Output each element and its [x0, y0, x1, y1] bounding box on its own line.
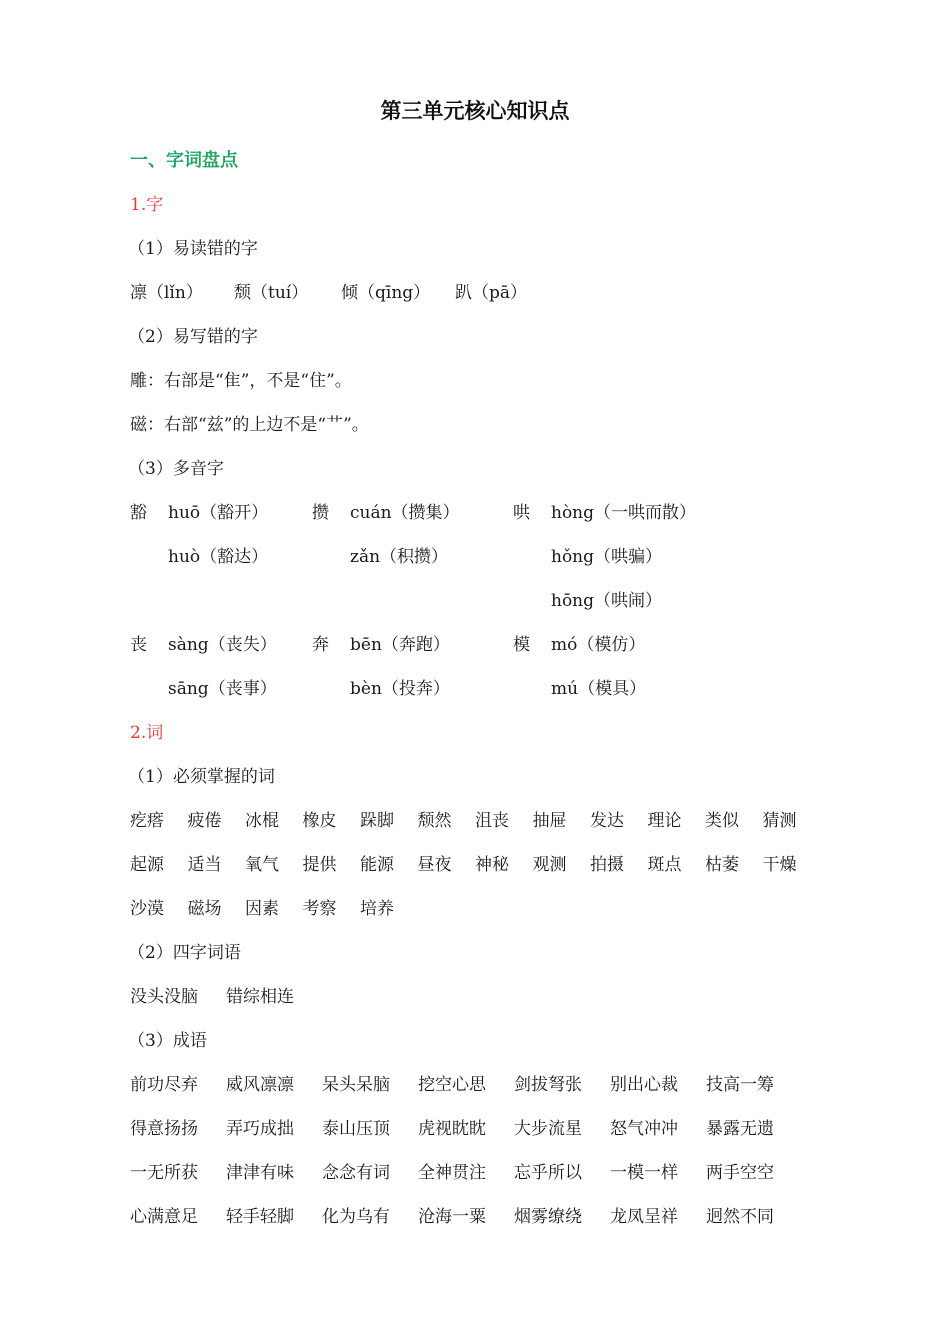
heading-easy-read: （1）易读错的字 [128, 239, 258, 259]
word-item: 猜测 [762, 811, 797, 831]
polyphone-reading: cuán（攒集） [350, 503, 460, 523]
idiom-item: 迥然不同 [706, 1207, 774, 1227]
list-item: 趴（pā） [455, 283, 528, 303]
polyphone-reading: hòng（一哄而散） [551, 503, 697, 523]
idiom-item: 挖空心思 [418, 1075, 486, 1095]
easy-write-item: 磁：右部“兹”的上边不是“艹”。 [130, 415, 369, 435]
idiom-item: 别出心裁 [610, 1075, 678, 1095]
idiom-item: 前功尽弃 [130, 1075, 198, 1095]
easy-write-item: 雕：右部是“隹”，不是“住”。 [130, 371, 352, 391]
idiom-row [130, 1205, 802, 1229]
polyphone-char: 奔 [312, 635, 329, 655]
idiom-item: 化为乌有 [322, 1207, 390, 1227]
list-item: 凛（lǐn） [130, 283, 203, 303]
list-item: 倾（qīng） [341, 283, 431, 303]
idiom-item: 威风凛凛 [226, 1075, 294, 1095]
word-item: 错综相连 [226, 987, 294, 1007]
word-item: 抽屉 [532, 811, 567, 831]
heading-polyphone: （3）多音字 [128, 459, 224, 479]
polyphone-reading: sāng（丧事） [168, 679, 277, 699]
idiom-item: 得意扬扬 [130, 1119, 198, 1139]
polyphone-reading: mó（模仿） [551, 635, 646, 655]
heading-must-master: （1）必须掌握的词 [128, 767, 275, 787]
word-item: 没头没脑 [130, 987, 198, 1007]
idiom-item: 弄巧成拙 [226, 1119, 294, 1139]
word-item: 疲倦 [187, 811, 222, 831]
polyphone-char: 攒 [312, 503, 329, 523]
word-item: 理论 [647, 811, 682, 831]
polyphone-reading: sàng（丧失） [168, 635, 277, 655]
word-item: 氧气 [245, 855, 279, 875]
idiom-item: 剑拔弩张 [514, 1075, 582, 1095]
word-item: 观测 [532, 855, 567, 875]
idiom-row [130, 1073, 802, 1097]
polyphone-char: 模 [513, 635, 530, 655]
word-item: 磁场 [187, 899, 222, 919]
word-item: 提供 [302, 855, 337, 875]
idiom-row [130, 1117, 802, 1141]
polyphone-reading: hǒng（哄骗） [551, 547, 663, 567]
list-item: 颓（tuí） [234, 283, 309, 303]
subsection-heading-words: 2.词 [130, 723, 164, 743]
idiom-item: 全神贯注 [418, 1163, 486, 1183]
heading-four-char: （2）四字词语 [128, 943, 241, 963]
polyphone-reading: mú（模具） [551, 679, 647, 699]
polyphone-reading: hōng（哄闹） [551, 591, 663, 611]
idiom-item: 虎视眈眈 [418, 1119, 486, 1139]
idiom-item: 津津有味 [226, 1163, 294, 1183]
polyphone-char: 哄 [513, 503, 530, 523]
word-item: 疙瘩 [130, 811, 164, 831]
idiom-item: 一模一样 [610, 1163, 678, 1183]
polyphone-reading: huō（豁开） [168, 503, 269, 523]
idiom-item: 忘乎所以 [514, 1163, 582, 1183]
polyphone-reading: zǎn（积攒） [350, 547, 449, 567]
word-row [130, 853, 820, 877]
idiom-row [130, 1161, 802, 1185]
word-row [130, 809, 820, 833]
idiom-item: 怒气冲冲 [610, 1119, 678, 1139]
word-item: 跺脚 [360, 811, 394, 831]
word-item: 冰棍 [245, 811, 279, 831]
word-item: 培养 [360, 899, 394, 919]
word-row [130, 897, 418, 921]
easy-read-list [130, 281, 527, 305]
polyphone-reading: bēn（奔跑） [350, 635, 450, 655]
word-item: 能源 [360, 855, 394, 875]
heading-easy-write: （2）易写错的字 [128, 327, 258, 347]
section-heading-words: 一、字词盘点 [130, 150, 238, 171]
idiom-item: 烟雾缭绕 [514, 1207, 582, 1227]
idiom-item: 沧海一粟 [418, 1207, 486, 1227]
word-item: 适当 [187, 855, 222, 875]
heading-idioms: （3）成语 [128, 1031, 207, 1051]
word-item: 拍摄 [590, 855, 624, 875]
idiom-item: 一无所获 [130, 1163, 198, 1183]
word-item: 颓然 [417, 811, 452, 831]
four-char-list [130, 985, 294, 1009]
word-item: 类似 [705, 811, 739, 831]
word-item: 起源 [130, 855, 164, 875]
polyphone-reading: bèn（投奔） [350, 679, 450, 699]
idiom-item: 龙凤呈祥 [610, 1207, 678, 1227]
polyphone-char: 丧 [130, 635, 147, 655]
page-title: 第三单元核心知识点 [380, 99, 570, 123]
idiom-item: 技高一筹 [706, 1075, 774, 1095]
word-item: 枯萎 [705, 855, 739, 875]
word-item: 考察 [302, 899, 337, 919]
idiom-item: 暴露无遗 [706, 1119, 774, 1139]
polyphone-reading: huò（豁达） [168, 547, 269, 567]
polyphone-char: 豁 [130, 503, 147, 523]
word-item: 干燥 [762, 855, 797, 875]
idiom-item: 轻手轻脚 [226, 1207, 294, 1227]
idiom-item: 泰山压顶 [322, 1119, 390, 1139]
word-item: 昼夜 [417, 855, 452, 875]
idiom-item: 心满意足 [130, 1207, 198, 1227]
subsection-heading-characters: 1.字 [130, 195, 164, 215]
idiom-item: 两手空空 [706, 1163, 774, 1183]
word-item: 神秘 [475, 855, 509, 875]
word-item: 橡皮 [302, 811, 337, 831]
idiom-item: 大步流星 [514, 1119, 582, 1139]
idiom-item: 念念有词 [322, 1163, 390, 1183]
word-item: 沮丧 [475, 811, 509, 831]
word-item: 斑点 [647, 855, 682, 875]
word-item: 发达 [590, 811, 624, 831]
idiom-item: 呆头呆脑 [322, 1075, 390, 1095]
word-item: 因素 [245, 899, 279, 919]
word-item: 沙漠 [130, 899, 164, 919]
